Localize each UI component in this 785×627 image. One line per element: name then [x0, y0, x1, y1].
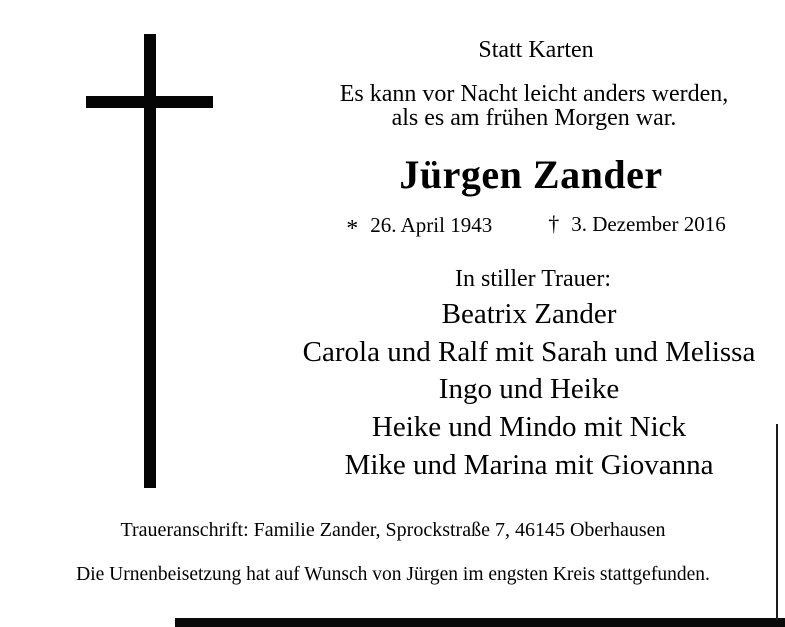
mourner-line: Carola und Ralf mit Sarah und Melissa — [302, 335, 756, 368]
quote-line-1: Es kann vor Nacht leicht anders werden, — [339, 81, 729, 107]
born-star-icon: * — [346, 216, 359, 242]
mourning-intro: In stiller Trauer: — [455, 266, 611, 292]
quote-line-2: als es am frühen Morgen war. — [391, 105, 677, 131]
mourner-line: Ingo und Heike — [438, 373, 620, 406]
death-date-group — [548, 213, 726, 237]
scan-edge-bottom — [175, 618, 785, 627]
death-dagger-icon: † — [548, 211, 560, 236]
cross-horizontal-bar — [86, 96, 213, 108]
scan-edge-right — [776, 424, 778, 620]
birth-date: 26. April 1943 — [370, 213, 493, 237]
mourner-line: Heike und Mindo mit Nick — [371, 411, 687, 444]
mourner-line: Beatrix Zander — [441, 298, 617, 330]
preamble-text: Statt Karten — [478, 37, 594, 63]
mourner-line: Mike und Marina mit Giovanna — [344, 448, 714, 481]
funeral-note: Die Urnenbeisetzung hat auf Wunsch von Jürgen im engsten Kreis stattgefunden. — [76, 564, 710, 585]
mourners-list — [303, 296, 756, 485]
mourning-address: Traueranschrift: Familie Zander, Sprockstraße 7, 46145 Oberhausen — [120, 519, 666, 541]
life-dates — [346, 211, 726, 242]
death-date: 3. Dezember 2016 — [571, 212, 726, 236]
deceased-name: Jürgen Zander — [399, 152, 663, 197]
birth-date-group — [346, 213, 493, 242]
